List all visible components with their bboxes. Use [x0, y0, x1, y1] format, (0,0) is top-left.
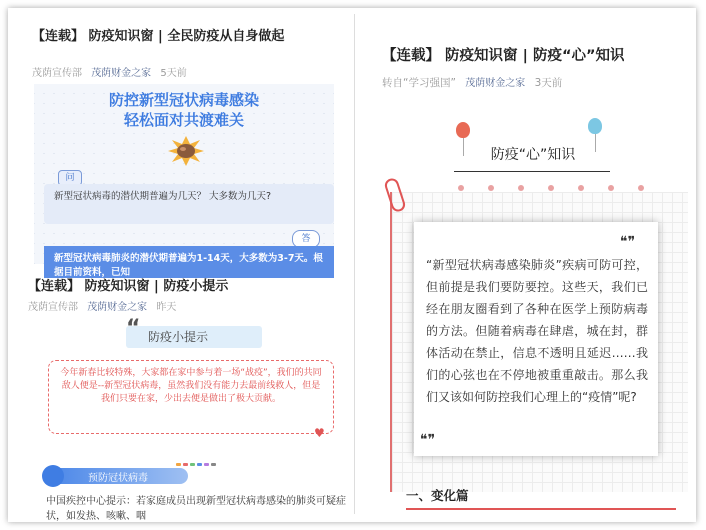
card-title-underline [454, 171, 610, 172]
section-heading: 一、变化篇 [406, 488, 469, 503]
column-divider [354, 14, 355, 514]
article1-source: 茂荫宣传部 [32, 68, 82, 79]
right-article-time: 3天前 [534, 77, 563, 89]
article2-meta [28, 298, 176, 313]
article1-time: 5天前 [160, 68, 187, 79]
right-article-source: 转自“学习强国” [382, 77, 456, 89]
note-text: “新型冠状病毒感染肺炎”疾病可防可控，但前提是我们要防要控。这些天，我们已经在朋友圈看到了各种在医学上预防病毒的方法。但随着病毒在肆虐，城在封，群体活动在禁止，信息不透明且延迟……我们的心弦也在不停地被重重敲击。那么我们又该如何防控我们心理上的“疫情”呢? [426, 258, 648, 404]
prevention-pill-label: 预防冠状病毒 [88, 473, 148, 484]
article1-title[interactable]: 【连载】 防疫知识窗 | 全民防疫从自身做起 [32, 29, 285, 44]
quote-mark-icon: “ [126, 316, 141, 341]
fist-icon [168, 136, 204, 166]
screenshot-frame [8, 8, 696, 522]
article2-source: 茂荫宣传部 [28, 302, 78, 313]
balloon-icon [588, 118, 602, 134]
answer-text: 新型冠状病毒肺炎的潜伏期普遍为1-14天，大多数为3-7天。根据目前资料，已知 [44, 246, 334, 286]
right-column [362, 8, 696, 522]
cover-headline [34, 90, 334, 130]
cover-headline-line2: 轻松面对共渡难关 [123, 111, 244, 129]
heart-icon: ♥ [314, 426, 325, 440]
chat-bubble-icon: ❝❞ [620, 234, 636, 250]
article1-meta [32, 64, 187, 79]
balloon-string [463, 138, 464, 156]
balloon-icon [456, 122, 470, 138]
article2-time: 昨天 [156, 302, 177, 313]
pin-row [398, 185, 678, 193]
answer-badge: 答 [292, 230, 320, 248]
left-column [8, 8, 348, 522]
chat-bubble-icon: ❝❞ [420, 432, 436, 448]
color-dots [176, 451, 218, 470]
question-text: 新型冠状病毒的潜伏期普遍为几天？ 大多数为几天? [44, 184, 334, 224]
cover-headline-line1: 防控新型冠状病毒感染 [108, 91, 259, 109]
question-badge: 问 [58, 170, 82, 186]
article2-account-link[interactable]: 茂荫财金之家 [87, 302, 148, 313]
tips-text: 今年新春比较特殊，大家都在家中参与着一场“战疫”，我们的共同敌人便是--新型冠状病毒，虽然我们没有能力去最前线救人，但是我们只要在家，少出去便是做出了极大贡献。 [48, 360, 334, 434]
article2-body: 中国疾控中心提示：若家庭成员出现新型冠状病毒感染的肺炎可疑症状，如发热、咳嗽、咽 [46, 496, 346, 522]
right-article-account-link[interactable]: 茂荫财金之家 [465, 78, 526, 89]
tips-heading: 防疫小提示 [126, 326, 262, 348]
article2-title[interactable]: 【连载】 防疫知识窗 | 防疫小提示 [28, 278, 338, 296]
pill-circle-icon [42, 465, 64, 487]
card-title: 防疫“心”知识 [490, 147, 576, 163]
right-article-meta [382, 74, 562, 90]
article1-cover-image[interactable] [34, 84, 334, 278]
right-article-title[interactable]: 【连载】 防疫知识窗 | 防疫“心”知识 [382, 48, 625, 64]
article1-account-link[interactable]: 茂荫财金之家 [91, 68, 152, 79]
section-underline [406, 508, 676, 510]
